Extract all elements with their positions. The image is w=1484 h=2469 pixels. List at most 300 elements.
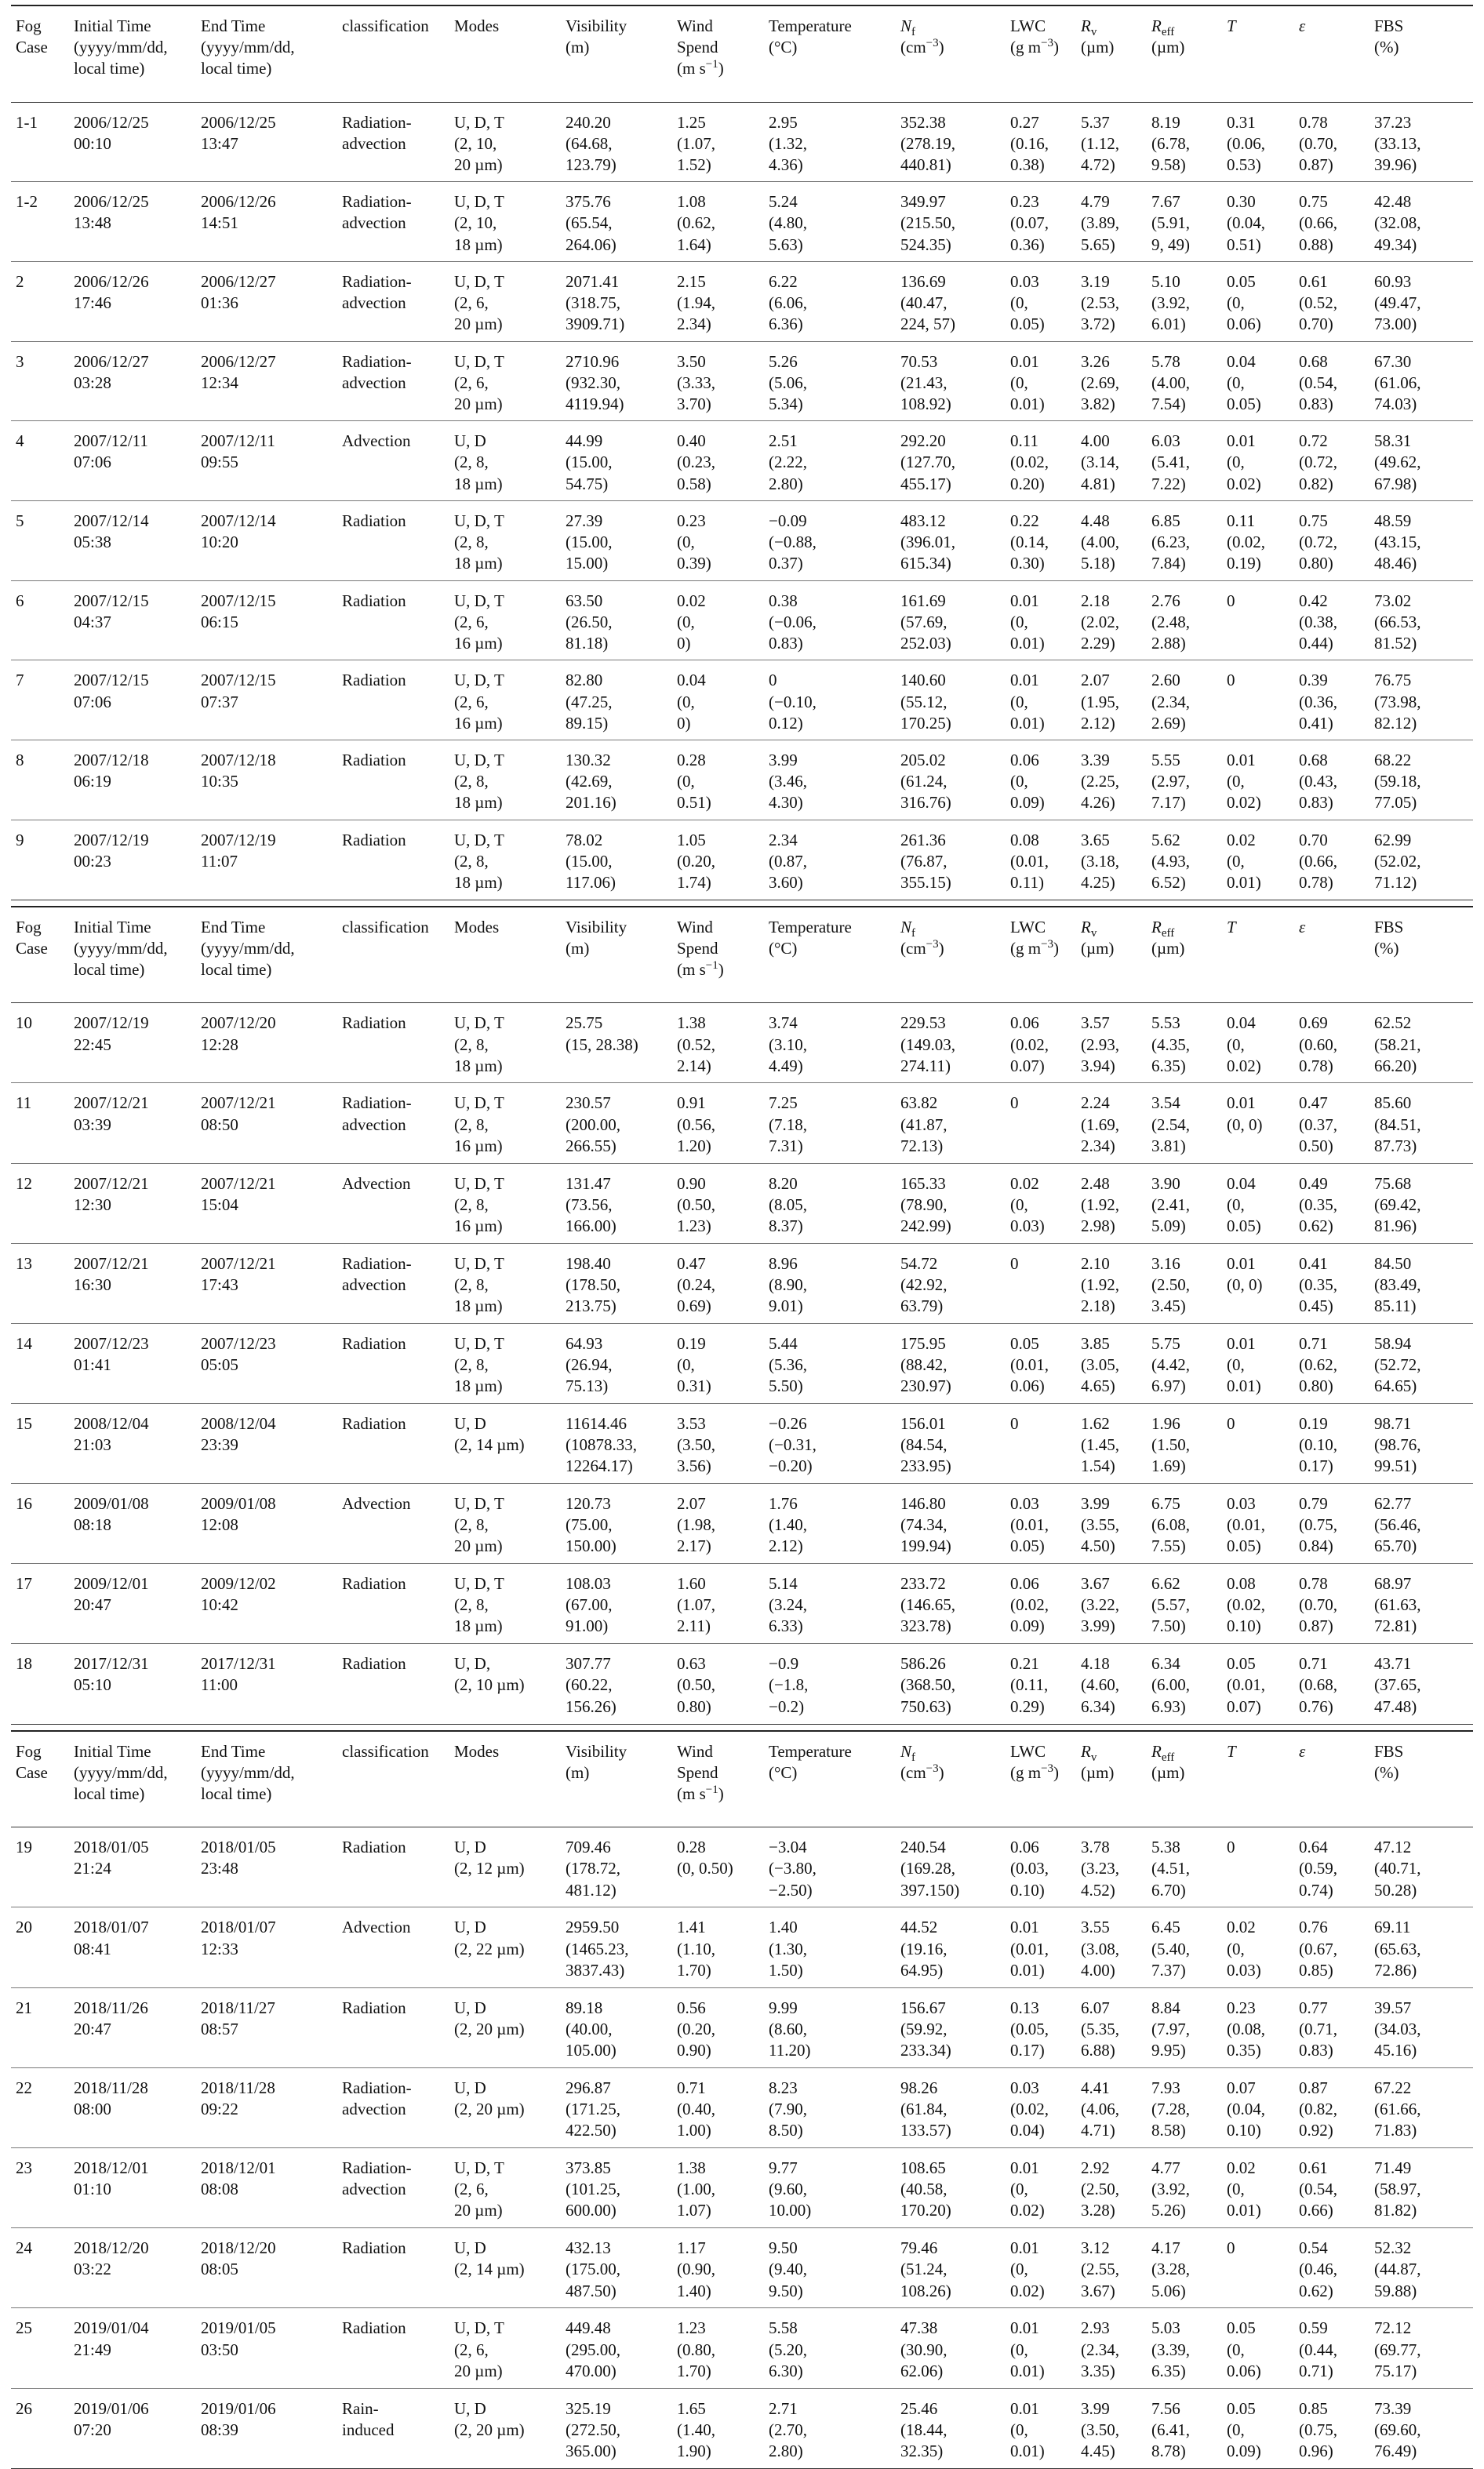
cell-temp: −0.26 (−0.31, −0.20): [764, 1403, 896, 1483]
header-epsilon: ε: [1299, 1741, 1306, 1761]
header-modes: Modes: [454, 1741, 500, 1761]
cell-eps: 0.61 (0.52, 0.70): [1294, 261, 1369, 341]
cell-eps: 0.49 (0.35, 0.62): [1294, 1163, 1369, 1243]
cell-classification: Radiation- advection: [337, 102, 449, 182]
header-visibility: Visibility (m): [566, 1741, 627, 1782]
cell-eps: 0.68 (0.43, 0.83): [1294, 740, 1369, 820]
cell-modes: U, D, T (2, 8, 18 µm): [449, 1564, 561, 1644]
cell-visibility: 2071.41 (318.75, 3909.71): [561, 261, 672, 341]
cell-visibility: 2710.96 (932.30, 4119.94): [561, 341, 672, 421]
cell-rv: 3.99 (3.50, 4.45): [1076, 2388, 1147, 2468]
cell-end: 2008/12/04 23:39: [196, 1403, 337, 1483]
cell-modes: U, D, T (2, 6, 20 µm): [449, 341, 561, 421]
cell-wind: 1.17 (0.90, 1.40): [672, 2228, 764, 2308]
cell-classification: Radiation: [337, 660, 449, 740]
header-fbs: FBS (%): [1374, 16, 1404, 57]
cell-wind: 0.56 (0.20, 0.90): [672, 1987, 764, 2067]
cell-initial: 2007/12/23 01:41: [69, 1323, 196, 1403]
cell-visibility: 2959.50 (1465.23, 3837.43): [561, 1907, 672, 1987]
cell-end: 2007/12/20 12:28: [196, 1003, 337, 1083]
cell-rv: 4.48 (4.00, 5.18): [1076, 500, 1147, 580]
cell-initial: 2007/12/15 07:06: [69, 660, 196, 740]
cell-modes: U, D (2, 14 µm): [449, 1403, 561, 1483]
cell-lwc: 0.06 (0.02, 0.07): [1006, 1003, 1076, 1083]
cell-wind: 1.60 (1.07, 2.11): [672, 1564, 764, 1644]
cell-eps: 0.19 (0.10, 0.17): [1294, 1403, 1369, 1483]
cell-fbs: 69.11 (65.63, 72.86): [1369, 1907, 1473, 1987]
cell-reff: 6.85 (6.23, 7.84): [1147, 500, 1222, 580]
cell-modes: U, D, (2, 10 µm): [449, 1644, 561, 1724]
cell-classification: Radiation- advection: [337, 2067, 449, 2147]
cell-reff: 5.53 (4.35, 6.35): [1147, 1003, 1222, 1083]
table-row: [11, 1163, 1473, 1243]
cell-lwc: 0.01 (0, 0.02): [1006, 2228, 1076, 2308]
cell-lwc: 0.03 (0.01, 0.05): [1006, 1483, 1076, 1563]
cell-lwc: 0.01 (0, 0.01): [1006, 341, 1076, 421]
cell-case: 4: [11, 421, 69, 501]
cell-nf: 79.46 (51.24, 108.26): [896, 2228, 1006, 2308]
cell-case: 20: [11, 1907, 69, 1987]
cell-classification: Radiation: [337, 1003, 449, 1083]
cell-temp: 2.71 (2.70, 2.80): [764, 2388, 896, 2468]
cell-classification: Advection: [337, 1907, 449, 1987]
cell-lwc: 0.06 (0.02, 0.09): [1006, 1564, 1076, 1644]
table-row: [11, 2228, 1473, 2308]
table-row: [11, 580, 1473, 660]
cell-reff: 4.77 (3.92, 5.26): [1147, 2147, 1222, 2227]
cell-rv: 3.85 (3.05, 4.65): [1076, 1323, 1147, 1403]
cell-lwc: 0.01 (0.01, 0.01): [1006, 1907, 1076, 1987]
cell-classification: Radiation: [337, 740, 449, 820]
cell-modes: U, D, T (2, 6, 20 µm): [449, 261, 561, 341]
header-classification: classification: [342, 1741, 429, 1761]
cell-eps: 0.70 (0.66, 0.78): [1294, 820, 1369, 900]
cell-wind: 1.38 (1.00, 1.07): [672, 2147, 764, 2227]
cell-t: 0: [1222, 1403, 1294, 1483]
cell-modes: U, D (2, 12 µm): [449, 1827, 561, 1907]
cell-lwc: 0.21 (0.11, 0.29): [1006, 1644, 1076, 1724]
cell-visibility: 373.85 (101.25, 600.00): [561, 2147, 672, 2227]
cell-lwc: 0.27 (0.16, 0.38): [1006, 102, 1076, 182]
cell-modes: U, D, T (2, 8, 18 µm): [449, 500, 561, 580]
cell-rv: 4.79 (3.89, 5.65): [1076, 182, 1147, 262]
cell-t: 0: [1222, 1827, 1294, 1907]
cell-visibility: 130.32 (42.69, 201.16): [561, 740, 672, 820]
cell-visibility: 120.73 (75.00, 150.00): [561, 1483, 672, 1563]
cell-end: 2007/12/18 10:35: [196, 740, 337, 820]
cell-t: 0.01 (0, 0.01): [1222, 1323, 1294, 1403]
cell-wind: 0.23 (0, 0.39): [672, 500, 764, 580]
cell-temp: 5.58 (5.20, 6.30): [764, 2308, 896, 2388]
cell-t: 0.01 (0, 0.02): [1222, 421, 1294, 501]
cell-nf: 156.01 (84.54, 233.95): [896, 1403, 1006, 1483]
cell-modes: U, D, T (2, 6, 20 µm): [449, 2308, 561, 2388]
cell-wind: 0.40 (0.23, 0.58): [672, 421, 764, 501]
cell-temp: 8.96 (8.90, 9.01): [764, 1243, 896, 1323]
cell-initial: 2018/12/20 03:22: [69, 2228, 196, 2308]
cell-case: 18: [11, 1644, 69, 1724]
table-row: [11, 421, 1473, 501]
header-nf: $N_f$ $(cm^{-3})$: [900, 16, 944, 57]
cell-wind: 1.23 (0.80, 1.70): [672, 2308, 764, 2388]
cell-eps: 0.59 (0.44, 0.71): [1294, 2308, 1369, 2388]
table-row: [11, 2147, 1473, 2227]
cell-initial: 2006/12/27 03:28: [69, 341, 196, 421]
cell-classification: Radiation: [337, 1644, 449, 1724]
cell-t: 0.02 (0, 0.03): [1222, 1907, 1294, 1987]
table-row: [11, 261, 1473, 341]
cell-fbs: 72.12 (69.77, 75.17): [1369, 2308, 1473, 2388]
cell-lwc: 0.01 (0, 0.01): [1006, 2308, 1076, 2388]
cell-end: 2006/12/27 01:36: [196, 261, 337, 341]
cell-reff: 3.90 (2.41, 5.09): [1147, 1163, 1222, 1243]
cell-lwc: 0.01 (0, 0.01): [1006, 2388, 1076, 2468]
cell-fbs: 62.77 (56.46, 65.70): [1369, 1483, 1473, 1563]
cell-t: 0.01 (0, 0): [1222, 1083, 1294, 1163]
cell-eps: 0.42 (0.38, 0.44): [1294, 580, 1369, 660]
header-modes: Modes: [454, 16, 500, 35]
cell-modes: U, D, T (2, 6, 20 µm): [449, 2147, 561, 2227]
cell-lwc: 0.03 (0.02, 0.04): [1006, 2067, 1076, 2147]
cell-end: 2018/12/01 08:08: [196, 2147, 337, 2227]
cell-reff: 5.62 (4.93, 6.52): [1147, 820, 1222, 900]
cell-reff: 5.03 (3.39, 6.35): [1147, 2308, 1222, 2388]
cell-rv: 2.07 (1.95, 2.12): [1076, 660, 1147, 740]
cell-rv: 2.48 (1.92, 2.98): [1076, 1163, 1147, 1243]
cell-case: 13: [11, 1243, 69, 1323]
cell-t: 0.05 (0, 0.06): [1222, 2308, 1294, 2388]
header-epsilon: ε: [1299, 917, 1306, 936]
header-fbs: FBS (%): [1374, 917, 1404, 958]
cell-initial: 2018/11/26 20:47: [69, 1987, 196, 2067]
cell-fbs: 73.02 (66.53, 81.52): [1369, 580, 1473, 660]
cell-wind: 0.90 (0.50, 1.23): [672, 1163, 764, 1243]
cell-temp: −0.9 (−1.8, −0.2): [764, 1644, 896, 1724]
cell-wind: 2.07 (1.98, 2.17): [672, 1483, 764, 1563]
cell-initial: 2018/11/28 08:00: [69, 2067, 196, 2147]
cell-nf: 205.02 (61.24, 316.76): [896, 740, 1006, 820]
cell-temp: 2.51 (2.22, 2.80): [764, 421, 896, 501]
cell-reff: 5.55 (2.97, 7.17): [1147, 740, 1222, 820]
cell-temp: 0 (−0.10, 0.12): [764, 660, 896, 740]
cell-eps: 0.69 (0.60, 0.78): [1294, 1003, 1369, 1083]
cell-fbs: 62.52 (58.21, 66.20): [1369, 1003, 1473, 1083]
header-modes: Modes: [454, 917, 500, 936]
cell-temp: 0.38 (−0.06, 0.83): [764, 580, 896, 660]
cell-fbs: 67.22 (61.66, 71.83): [1369, 2067, 1473, 2147]
cell-rv: 3.55 (3.08, 4.00): [1076, 1907, 1147, 1987]
cell-classification: Radiation: [337, 1827, 449, 1907]
cell-visibility: 63.50 (26.50, 81.18): [561, 580, 672, 660]
cell-lwc: 0.23 (0.07, 0.36): [1006, 182, 1076, 262]
header-end-time: End Time (yyyy/mm/dd, local time): [201, 917, 295, 980]
header-temperature: Temperature (°C): [769, 16, 852, 57]
cell-visibility: 449.48 (295.00, 470.00): [561, 2308, 672, 2388]
cell-rv: 4.41 (4.06, 4.71): [1076, 2067, 1147, 2147]
cell-rv: 3.26 (2.69, 3.82): [1076, 341, 1147, 421]
cell-case: 15: [11, 1403, 69, 1483]
header-lwc: LWC (g $m^{-3}$): [1010, 1741, 1060, 1782]
cell-rv: 2.10 (1.92, 2.18): [1076, 1243, 1147, 1323]
cell-end: 2006/12/26 14:51: [196, 182, 337, 262]
cell-visibility: 82.80 (47.25, 89.15): [561, 660, 672, 740]
cell-nf: 240.54 (169.28, 397.150): [896, 1827, 1006, 1907]
cell-case: 24: [11, 2228, 69, 2308]
cell-eps: 0.68 (0.54, 0.83): [1294, 341, 1369, 421]
table-block-3: [11, 1730, 1473, 2469]
cell-temp: 8.20 (8.05, 8.37): [764, 1163, 896, 1243]
cell-temp: 9.50 (9.40, 9.50): [764, 2228, 896, 2308]
cell-case: 22: [11, 2067, 69, 2147]
cell-reff: 7.67 (5.91, 9, 49): [1147, 182, 1222, 262]
header-visibility: Visibility (m): [566, 16, 627, 57]
cell-nf: 229.53 (149.03, 274.11): [896, 1003, 1006, 1083]
cell-classification: Radiation- advection: [337, 182, 449, 262]
cell-temp: −0.09 (−0.88, 0.37): [764, 500, 896, 580]
cell-visibility: 375.76 (65.54, 264.06): [561, 182, 672, 262]
header-lwc: LWC (g $m^{-3}$): [1010, 917, 1060, 958]
cell-case: 5: [11, 500, 69, 580]
header-rv: $R_v$ (µm): [1081, 917, 1115, 958]
cell-initial: 2006/12/25 00:10: [69, 102, 196, 182]
cell-eps: 0.41 (0.35, 0.45): [1294, 1243, 1369, 1323]
cell-lwc: 0.02 (0, 0.03): [1006, 1163, 1076, 1243]
cell-eps: 0.54 (0.46, 0.62): [1294, 2228, 1369, 2308]
cell-case: 1-2: [11, 182, 69, 262]
cell-rv: 3.99 (3.55, 4.50): [1076, 1483, 1147, 1563]
cell-modes: U, D, T (2, 6, 16 µm): [449, 580, 561, 660]
table-row: [11, 182, 1473, 262]
header-wind-speed: Wind Spend (m $s^{-1}$): [677, 16, 724, 78]
cell-rv: 1.62 (1.45, 1.54): [1076, 1403, 1147, 1483]
cell-classification: Radiation: [337, 1323, 449, 1403]
cell-visibility: 131.47 (73.56, 166.00): [561, 1163, 672, 1243]
cell-case: 1-1: [11, 102, 69, 182]
cell-reff: 5.10 (3.92, 6.01): [1147, 261, 1222, 341]
cell-t: 0: [1222, 580, 1294, 660]
cell-rv: 2.92 (2.50, 3.28): [1076, 2147, 1147, 2227]
header-nf: $N_f$ $(cm^{-3})$: [900, 917, 944, 958]
cell-end: 2006/12/27 12:34: [196, 341, 337, 421]
cell-fbs: 73.39 (69.60, 76.49): [1369, 2388, 1473, 2468]
cell-rv: 2.18 (2.02, 2.29): [1076, 580, 1147, 660]
cell-nf: 47.38 (30.90, 62.06): [896, 2308, 1006, 2388]
cell-visibility: 25.75 (15, 28.38): [561, 1003, 672, 1083]
cell-end: 2007/12/21 15:04: [196, 1163, 337, 1243]
cell-lwc: 0: [1006, 1403, 1076, 1483]
cell-nf: 165.33 (78.90, 242.99): [896, 1163, 1006, 1243]
table-row: [11, 1644, 1473, 1724]
cell-reff: 5.38 (4.51, 6.70): [1147, 1827, 1222, 1907]
cell-t: 0.02 (0, 0.01): [1222, 820, 1294, 900]
cell-case: 21: [11, 1987, 69, 2067]
cell-initial: 2007/12/19 22:45: [69, 1003, 196, 1083]
cell-reff: 8.19 (6.78, 9.58): [1147, 102, 1222, 182]
cell-end: 2018/01/07 12:33: [196, 1907, 337, 1987]
cell-end: 2009/01/08 12:08: [196, 1483, 337, 1563]
header-temperature: Temperature (°C): [769, 1741, 852, 1782]
cell-wind: 0.71 (0.40, 1.00): [672, 2067, 764, 2147]
cell-visibility: 44.99 (15.00, 54.75): [561, 421, 672, 501]
header-t: T: [1227, 16, 1236, 35]
cell-t: 0.05 (0, 0.09): [1222, 2388, 1294, 2468]
cell-case: 3: [11, 341, 69, 421]
cell-temp: 2.34 (0.87, 3.60): [764, 820, 896, 900]
cell-visibility: 78.02 (15.00, 117.06): [561, 820, 672, 900]
cell-rv: 6.07 (5.35, 6.88): [1076, 1987, 1147, 2067]
cell-end: 2007/12/14 10:20: [196, 500, 337, 580]
cell-lwc: 0.06 (0, 0.09): [1006, 740, 1076, 820]
header-temperature: Temperature (°C): [769, 917, 852, 958]
cell-eps: 0.75 (0.66, 0.88): [1294, 182, 1369, 262]
cell-wind: 0.28 (0, 0.50): [672, 1827, 764, 1907]
header-lwc: LWC (g $m^{-3}$): [1010, 16, 1060, 57]
cell-classification: Radiation: [337, 1564, 449, 1644]
header-row: [11, 907, 1473, 1003]
cell-modes: U, D (2, 8, 18 µm): [449, 421, 561, 501]
table-part-3: [11, 1732, 1473, 2469]
header-fbs: FBS (%): [1374, 1741, 1404, 1782]
cell-nf: 352.38 (278.19, 440.81): [896, 102, 1006, 182]
cell-wind: 0.63 (0.50, 0.80): [672, 1644, 764, 1724]
cell-classification: Radiation- advection: [337, 341, 449, 421]
cell-nf: 161.69 (57.69, 252.03): [896, 580, 1006, 660]
cell-rv: 3.57 (2.93, 3.94): [1076, 1003, 1147, 1083]
cell-modes: U, D, T (2, 10, 20 µm): [449, 102, 561, 182]
cell-eps: 0.75 (0.72, 0.80): [1294, 500, 1369, 580]
cell-modes: U, D, T (2, 8, 18 µm): [449, 740, 561, 820]
table-row: [11, 1243, 1473, 1323]
cell-fbs: 75.68 (69.42, 81.96): [1369, 1163, 1473, 1243]
table-part-2: [11, 907, 1473, 1724]
cell-nf: 25.46 (18.44, 32.35): [896, 2388, 1006, 2468]
cell-temp: 8.23 (7.90, 8.50): [764, 2067, 896, 2147]
cell-initial: 2019/01/06 07:20: [69, 2388, 196, 2468]
fog-cases-table: [11, 5, 1473, 2460]
cell-temp: 3.74 (3.10, 4.49): [764, 1003, 896, 1083]
cell-fbs: 84.50 (83.49, 85.11): [1369, 1243, 1473, 1323]
cell-lwc: 0.01 (0, 0.01): [1006, 580, 1076, 660]
cell-fbs: 67.30 (61.06, 74.03): [1369, 341, 1473, 421]
cell-eps: 0.79 (0.75, 0.84): [1294, 1483, 1369, 1563]
cell-reff: 2.60 (2.34, 2.69): [1147, 660, 1222, 740]
cell-temp: 1.76 (1.40, 2.12): [764, 1483, 896, 1563]
cell-lwc: 0.06 (0.03, 0.10): [1006, 1827, 1076, 1907]
cell-nf: 146.80 (74.34, 199.94): [896, 1483, 1006, 1563]
cell-eps: 0.64 (0.59, 0.74): [1294, 1827, 1369, 1907]
cell-classification: Radiation- advection: [337, 261, 449, 341]
cell-case: 6: [11, 580, 69, 660]
cell-end: 2007/12/21 17:43: [196, 1243, 337, 1323]
cell-wind: 0.04 (0, 0): [672, 660, 764, 740]
cell-fbs: 43.71 (37.65, 47.48): [1369, 1644, 1473, 1724]
cell-end: 2007/12/19 11:07: [196, 820, 337, 900]
header-rv: $R_v$ (µm): [1081, 16, 1115, 57]
cell-lwc: 0.05 (0.01, 0.06): [1006, 1323, 1076, 1403]
cell-modes: U, D, T (2, 8, 16 µm): [449, 1163, 561, 1243]
cell-visibility: 307.77 (60.22, 156.26): [561, 1644, 672, 1724]
cell-modes: U, D (2, 20 µm): [449, 2067, 561, 2147]
cell-nf: 261.36 (76.87, 355.15): [896, 820, 1006, 900]
cell-eps: 0.71 (0.62, 0.80): [1294, 1323, 1369, 1403]
cell-modes: U, D, T (2, 8, 20 µm): [449, 1483, 561, 1563]
cell-end: 2007/12/15 06:15: [196, 580, 337, 660]
cell-modes: U, D, T (2, 8, 18 µm): [449, 1003, 561, 1083]
cell-wind: 3.50 (3.33, 3.70): [672, 341, 764, 421]
cell-reff: 5.75 (4.42, 6.97): [1147, 1323, 1222, 1403]
header-t: T: [1227, 917, 1236, 936]
cell-wind: 0.28 (0, 0.51): [672, 740, 764, 820]
cell-classification: Radiation: [337, 2228, 449, 2308]
table-block-2: [11, 906, 1473, 1724]
cell-reff: 6.34 (6.00, 6.93): [1147, 1644, 1222, 1724]
cell-lwc: 0.03 (0, 0.05): [1006, 261, 1076, 341]
cell-fbs: 76.75 (73.98, 82.12): [1369, 660, 1473, 740]
cell-nf: 349.97 (215.50, 524.35): [896, 182, 1006, 262]
table-row: [11, 1907, 1473, 1987]
cell-temp: 5.26 (5.06, 5.34): [764, 341, 896, 421]
cell-case: 7: [11, 660, 69, 740]
header-initial-time: Initial Time (yyyy/mm/dd, local time): [74, 16, 168, 78]
cell-end: 2006/12/25 13:47: [196, 102, 337, 182]
cell-end: 2019/01/05 03:50: [196, 2308, 337, 2388]
cell-modes: U, D, T (2, 8, 16 µm): [449, 1083, 561, 1163]
cell-visibility: 198.40 (178.50, 213.75): [561, 1243, 672, 1323]
cell-nf: 483.12 (396.01, 615.34): [896, 500, 1006, 580]
cell-visibility: 27.39 (15.00, 15.00): [561, 500, 672, 580]
cell-classification: Radiation: [337, 1987, 449, 2067]
table-row: [11, 1003, 1473, 1083]
cell-lwc: 0.22 (0.14, 0.30): [1006, 500, 1076, 580]
cell-end: 2017/12/31 11:00: [196, 1644, 337, 1724]
cell-case: 8: [11, 740, 69, 820]
cell-wind: 1.08 (0.62, 1.64): [672, 182, 764, 262]
cell-reff: 3.54 (2.54, 3.81): [1147, 1083, 1222, 1163]
cell-reff: 5.78 (4.00, 7.54): [1147, 341, 1222, 421]
cell-classification: Advection: [337, 421, 449, 501]
cell-visibility: 296.87 (171.25, 422.50): [561, 2067, 672, 2147]
cell-lwc: 0: [1006, 1083, 1076, 1163]
cell-modes: U, D, T (2, 8, 18 µm): [449, 1323, 561, 1403]
cell-initial: 2007/12/21 03:39: [69, 1083, 196, 1163]
cell-lwc: 0.13 (0.05, 0.17): [1006, 1987, 1076, 2067]
cell-temp: −3.04 (−3.80, −2.50): [764, 1827, 896, 1907]
cell-classification: Radiation- advection: [337, 1243, 449, 1323]
cell-t: 0.03 (0.01, 0.05): [1222, 1483, 1294, 1563]
cell-classification: Radiation: [337, 1403, 449, 1483]
cell-visibility: 230.57 (200.00, 266.55): [561, 1083, 672, 1163]
cell-initial: 2007/12/21 12:30: [69, 1163, 196, 1243]
table-row: [11, 740, 1473, 820]
table-row: [11, 660, 1473, 740]
cell-initial: 2019/01/04 21:49: [69, 2308, 196, 2388]
cell-classification: Rain- induced: [337, 2388, 449, 2468]
header-fog-case: Fog Case: [16, 917, 48, 958]
cell-temp: 9.77 (9.60, 10.00): [764, 2147, 896, 2227]
cell-modes: U, D, T (2, 6, 16 µm): [449, 660, 561, 740]
cell-eps: 0.87 (0.82, 0.92): [1294, 2067, 1369, 2147]
table-row: [11, 1323, 1473, 1403]
cell-visibility: 64.93 (26.94, 75.13): [561, 1323, 672, 1403]
cell-case: 23: [11, 2147, 69, 2227]
cell-nf: 44.52 (19.16, 64.95): [896, 1907, 1006, 1987]
cell-visibility: 325.19 (272.50, 365.00): [561, 2388, 672, 2468]
cell-fbs: 71.49 (58.97, 81.82): [1369, 2147, 1473, 2227]
cell-nf: 136.69 (40.47, 224, 57): [896, 261, 1006, 341]
cell-rv: 4.00 (3.14, 4.81): [1076, 421, 1147, 501]
table-row: [11, 1564, 1473, 1644]
cell-nf: 156.67 (59.92, 233.34): [896, 1987, 1006, 2067]
